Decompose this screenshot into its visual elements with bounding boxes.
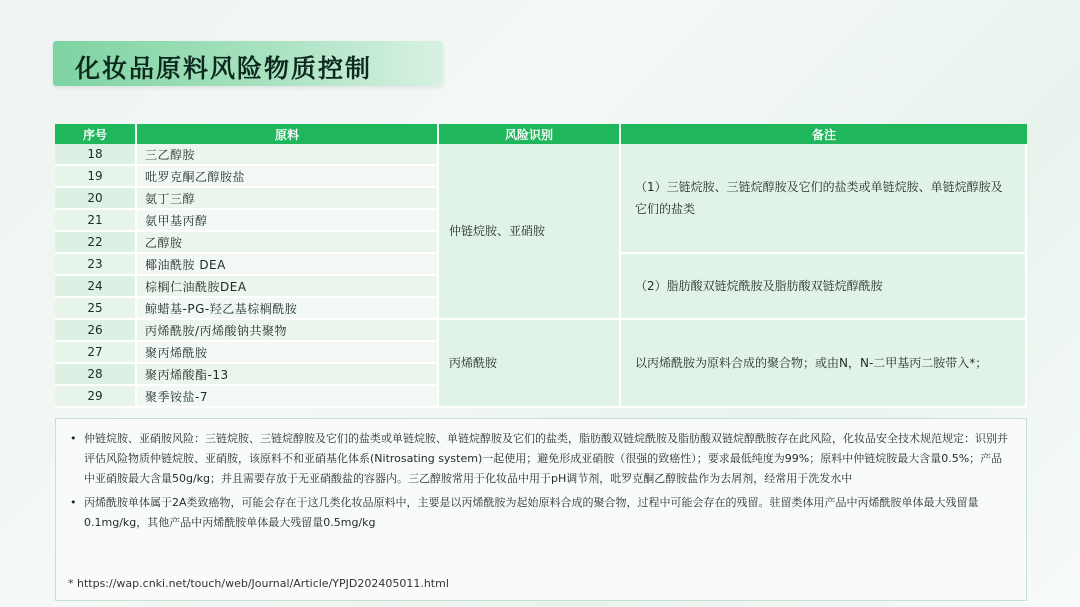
source-link[interactable]: * https://wap.cnki.net/touch/web/Journal/Article/YPJD202405011.html bbox=[68, 577, 449, 590]
seq-cell: 19 bbox=[55, 166, 137, 188]
name-cell: 聚丙烯酸酯-13 bbox=[137, 364, 439, 386]
name-cell: 三乙醇胺 bbox=[137, 144, 439, 166]
seq-cell: 18 bbox=[55, 144, 137, 166]
seq-cell: 29 bbox=[55, 386, 137, 408]
seq-cell: 25 bbox=[55, 298, 137, 320]
risk-table bbox=[55, 124, 1027, 408]
seq-cell: 22 bbox=[55, 232, 137, 254]
header-seq: 序号 bbox=[55, 124, 137, 144]
name-cell: 聚季铵盐-7 bbox=[137, 386, 439, 408]
name-cell: 椰油酰胺 DEA bbox=[137, 254, 439, 276]
table-row bbox=[55, 320, 1027, 342]
name-cell: 乙醇胺 bbox=[137, 232, 439, 254]
bullet-icon: • bbox=[70, 496, 77, 509]
note-cell: 以丙烯酰胺为原料合成的聚合物；或由N，N-二甲基丙二胺带入*； bbox=[621, 320, 1027, 408]
footnotes-panel bbox=[55, 418, 1027, 601]
seq-cell: 27 bbox=[55, 342, 137, 364]
seq-cell: 26 bbox=[55, 320, 137, 342]
name-cell: 聚丙烯酰胺 bbox=[137, 342, 439, 364]
bullet-icon: • bbox=[70, 432, 77, 445]
name-cell: 氨甲基丙醇 bbox=[137, 210, 439, 232]
name-cell: 棕榈仁油酰胺DEA bbox=[137, 276, 439, 298]
note-cell: （1）三链烷胺、三链烷醇胺及它们的盐类或单链烷胺、单链烷醇胺及它们的盐类 bbox=[621, 144, 1027, 254]
page-title: 化妆品原料风险物质控制 bbox=[75, 54, 373, 83]
table-header-row bbox=[55, 124, 1027, 144]
header-note: 备注 bbox=[621, 124, 1027, 144]
seq-cell: 23 bbox=[55, 254, 137, 276]
name-cell: 鲸蜡基-PG-羟乙基棕榈酰胺 bbox=[137, 298, 439, 320]
seq-cell: 24 bbox=[55, 276, 137, 298]
footnote-text: 仲链烷胺、亚硝胺风险：三链烷胺、三链烷醇胺及它们的盐类或单链烷胺、单链烷醇胺及它们的盐类，脂肪酸双链烷酰胺及脂肪酸双链烷醇酰胺存在此风险，化妆品安全技术规范规定：识别并评估风险物质仲链烷胺、亚硝胺，该原料不和亚硝基化体系(Nitrosating system)一起使用；避免形成亚硝胺（很强的致癌性）；要求最低纯度为99%；原料中仲链烷胺最大含量0.5%；产品中亚硝胺最大含量50g/kg；并且需要存放于无亚硝酸盐的容器内。三乙醇胺常用于化妆品中用于pH调节剂，吡罗克酮乙醇胺盐作为去屑剂，经常用于洗发水中 bbox=[84, 432, 1008, 485]
header-name: 原料 bbox=[137, 124, 439, 144]
seq-cell: 20 bbox=[55, 188, 137, 210]
seq-cell: 28 bbox=[55, 364, 137, 386]
name-cell: 丙烯酰胺/丙烯酸钠共聚物 bbox=[137, 320, 439, 342]
seq-cell: 21 bbox=[55, 210, 137, 232]
footnote-text: 丙烯酰胺单体属于2A类致癌物，可能会存在于这几类化妆品原料中，主要是以丙烯酰胺为起始原料合成的聚合物，过程中可能会存在的残留。驻留类体用产品中丙烯酰胺单体最大残留量0.1mg/kg，其他产品中丙烯酰胺单体最大残留量0.5mg/kg bbox=[84, 496, 979, 529]
title-banner bbox=[53, 41, 443, 86]
header-risk: 风险识别 bbox=[439, 124, 621, 144]
note-cell: （2）脂肪酸双链烷酰胺及脂肪酸双链烷醇酰胺 bbox=[621, 254, 1027, 320]
risk-cell: 丙烯酰胺 bbox=[439, 320, 621, 408]
footnote-item bbox=[70, 429, 1012, 489]
name-cell: 吡罗克酮乙醇胺盐 bbox=[137, 166, 439, 188]
risk-cell: 仲链烷胺、亚硝胺 bbox=[439, 144, 621, 320]
table-row bbox=[55, 144, 1027, 166]
name-cell: 氨丁三醇 bbox=[137, 188, 439, 210]
footnote-item bbox=[70, 493, 1012, 533]
footnote-list bbox=[56, 419, 1026, 533]
